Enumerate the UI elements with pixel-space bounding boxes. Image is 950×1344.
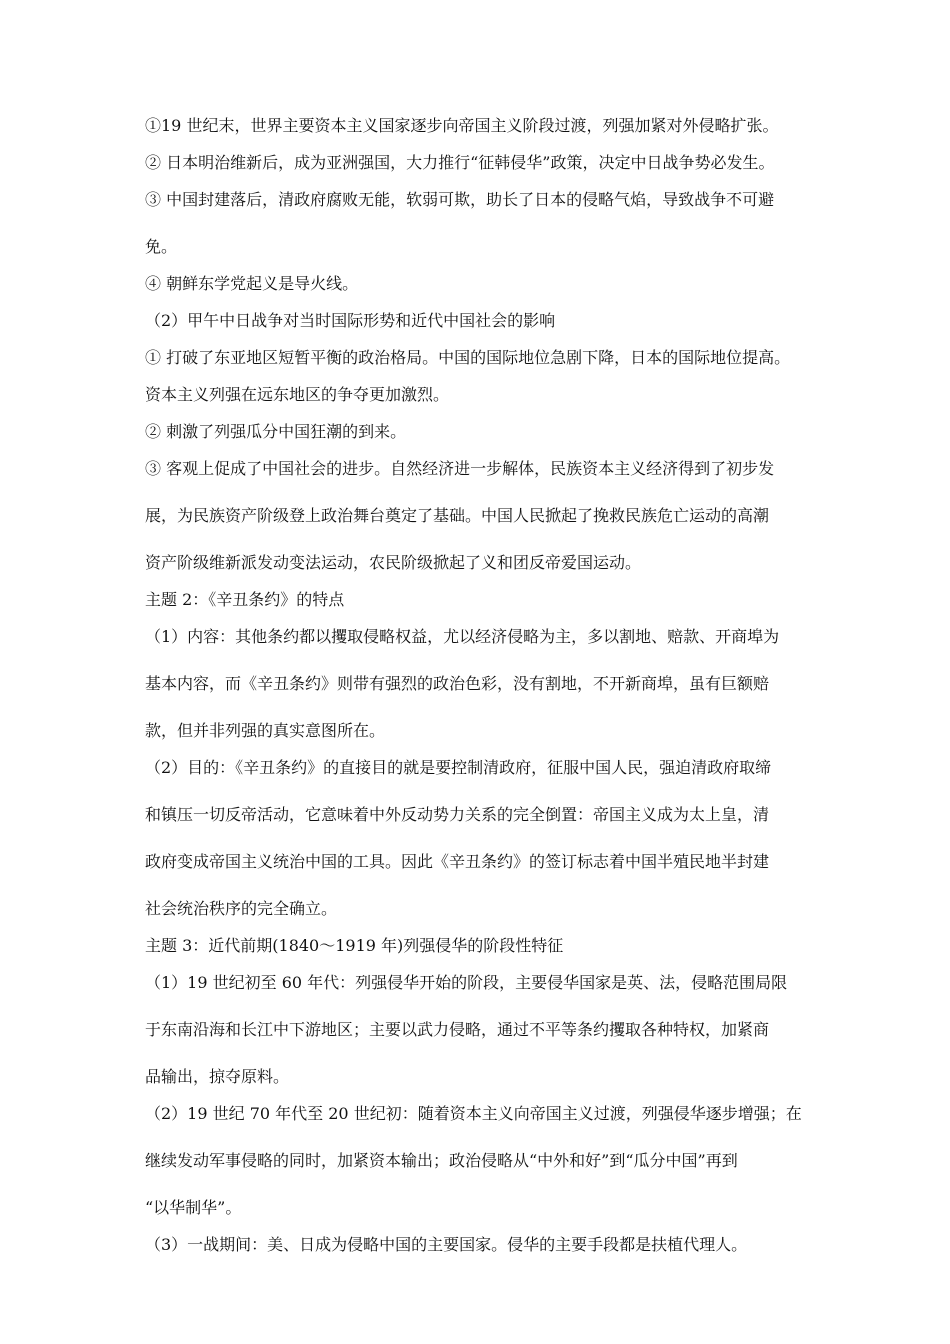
text-line: 资产阶级维新派发动变法运动，农民阶级掀起了义和团反帝爱国运动。 <box>145 553 642 572</box>
text-line: （3）一战期间：美、日成为侵略中国的主要国家。侵华的主要手段都是扶植代理人。 <box>145 1235 748 1254</box>
text-line: 社会统治秩序的完全确立。 <box>145 899 338 918</box>
text-line: ①19 世纪末，世界主要资本主义国家逐步向帝国主义阶段过渡，列强加紧对外侵略扩张。 <box>145 116 779 135</box>
text-line: （2）19 世纪 70 年代至 20 世纪初：随着资本主义向帝国主义过渡，列强侵华逐步增强；在 <box>145 1104 802 1123</box>
text-line: 免。 <box>145 237 178 256</box>
text-line: ③ 客观上促成了中国社会的进步。自然经济进一步解体，民族资本主义经济得到了初步发 <box>145 459 775 478</box>
text-line: “以华制华”。 <box>145 1198 242 1217</box>
topic-heading: 主题 2：《辛丑条约》的特点 <box>145 590 345 609</box>
text-line: ① 打破了东亚地区短暂平衡的政治格局。中国的国际地位急剧下降，日本的国际地位提高。 <box>145 348 791 367</box>
text-line: 政府变成帝国主义统治中国的工具。因此《辛丑条约》的签订标志着中国半殖民地半封建 <box>145 852 770 871</box>
text-line: ④ 朝鲜东学党起义是导火线。 <box>145 274 359 293</box>
text-line: 基本内容，而《辛丑条约》则带有强烈的政治色彩，没有割地，不开新商埠，虽有巨额赔 <box>145 674 770 693</box>
text-line: 展，为民族资产阶级登上政治舞台奠定了基础。中国人民掀起了挽救民族危亡运动的高潮 <box>145 506 770 525</box>
text-line: ③ 中国封建落后，清政府腐败无能，软弱可欺，助长了日本的侵略气焰，导致战争不可避 <box>145 190 775 209</box>
document-body <box>145 116 817 1255</box>
text-line: （2）目的：《辛丑条约》的直接目的就是要控制清政府，征服中国人民，强迫清政府取缔 <box>145 758 772 777</box>
text-line: ② 刺激了列强瓜分中国狂潮的到来。 <box>145 422 407 441</box>
section-heading: （2）甲午中日战争对当时国际形势和近代中国社会的影响 <box>145 311 556 330</box>
text-line: 和镇压一切反帝活动，它意味着中外反动势力关系的完全倒置：帝国主义成为太上皇，清 <box>145 805 770 824</box>
text-line: 款，但并非列强的真实意图所在。 <box>145 721 386 740</box>
text-line: 资本主义列强在远东地区的争夺更加激烈。 <box>145 385 450 404</box>
text-line: 于东南沿海和长江中下游地区；主要以武力侵略，通过不平等条约攫取各种特权，加紧商 <box>145 1020 770 1039</box>
text-line: （1）内容：其他条约都以攫取侵略权益，尤以经济侵略为主，多以割地、赔款、开商埠为 <box>145 627 780 646</box>
text-line: ② 日本明治维新后，成为亚洲强国，大力推行“征韩侵华”政策，决定中日战争势必发生。 <box>145 153 775 172</box>
text-line: 品输出，掠夺原料。 <box>145 1067 290 1086</box>
topic-heading: 主题 3：近代前期(1840～1919 年)列强侵华的阶段性特征 <box>145 936 564 955</box>
text-line: （1）19 世纪初至 60 年代：列强侵华开始的阶段，主要侵华国家是英、法，侵略范围局限 <box>145 973 788 992</box>
text-line: 继续发动军事侵略的同时，加紧资本输出；政治侵略从“中外和好”到“瓜分中国”再到 <box>145 1151 738 1170</box>
